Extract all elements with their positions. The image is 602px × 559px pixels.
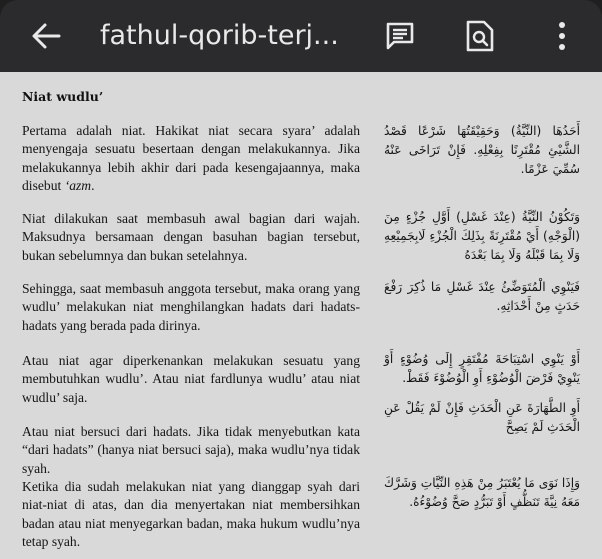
comment-icon (384, 20, 416, 52)
latin-paragraph: Sehingga, saat membasuh anggota tersebut, maka orang yang wudlu’ melakukan niat menghilangkan hadats dari hadats-hadats yang berada pada dirinya. (22, 281, 360, 333)
latin-paragraph: Niat dilakukan saat membasuh awal bagian dari wajah. Maksudnya bersamaan dengan basuhan bagian tersebut, bukan sebelumnya dan bukan setelahnya. (22, 211, 360, 263)
paragraph-tail: . (91, 178, 95, 194)
section-heading: Niat wudlu’ (22, 89, 104, 104)
document-page (0, 72, 602, 559)
arabic-paragraph: وَإِذَا نَوَى مَا يُعْتَبَرُ مِنْ هَذِهِ النِّيَّاتِ وَشَرَّكَ مَعَهُ نِيَّةَ تَنَظُّفٍ أَوْ تَبَرُّدٍ صَحَّ وُضُوْءُهُ. (384, 476, 580, 509)
latin-paragraph (22, 122, 360, 196)
latin-paragraph: Atau niat bersuci dari hadats. Jika tidak menyebutkan kata “dari hadats” (hanya niat bersuci saja), maka wudlu’nya tidak syah. (22, 424, 360, 476)
back-button[interactable] (26, 18, 66, 54)
arabic-paragraph: فَيَنْوِي الْمُتَوَضِّئُ عِنْدَ غَسْلِ مَا ذُكِرَ رَفْعَ حَدَثٍ مِنْ أَحْدَاثِهِ. (384, 280, 580, 313)
comment-button[interactable] (380, 16, 420, 56)
emphasized-term: ‘azm (64, 178, 92, 194)
arabic-paragraph: أَحَدُهَا (النِّيَّةُ) وَحَقِيْقَتُهَا شَرْعًا قَصْدُ الشَّيْئِ مُقْتَرِنًا بِفِعْلِهِ. فَإِنْ تَرَاخَى عَنْهُ سُمِّيَ عَزْمًا. (384, 124, 580, 176)
arabic-paragraph: أَوِ الطَّهَارَةَ عَنِ الْحَدَثِ فَإِنْ لَمْ يَقُلْ عَنِ الْحَدَثِ لَمْ يَصِحَّ (384, 401, 580, 434)
more-vertical-icon (557, 21, 567, 51)
document-title: fathul-qorib-terj... (100, 20, 339, 51)
paragraph-text: Pertama adalah niat. Hakikat niat secara syara’ adalah menyengaja sesuatu besertaan dengan melakukannya. Jika melakukannya lebih akhir dari pada kesengajaannya, maka disebut (22, 123, 360, 194)
find-in-document-icon (465, 19, 495, 53)
latin-paragraph: Atau niat agar diperkenankan melakukan sesuatu yang membutuhkan wudlu’. Atau niat fardlunya wudlu’ atau niat wudlu’ saja. (22, 353, 360, 405)
find-in-document-button[interactable] (460, 16, 500, 56)
arabic-paragraph: وَتَكُوْنُ النِّيَّةُ (عِنْدَ غَسْلِ) أَوَّلِ جُزْءٍ مِنَ (الْوَجْهِ) أَيْ مُقْتَرِنَةً بِذَلِكَ الْجُزْءِ لَابِجَمِيْعِهِ وَلَا بِمَا قَبْلَهُ وَلَا بِمَا بَعْدَهُ (384, 210, 580, 262)
arrow-left-icon (30, 22, 62, 50)
latin-paragraph: Ketika dia sudah melakukan niat yang dianggap syah dari niat-niat di atas, dan dia menyertakan niat membersihkan badan atau niat menyegarkan badan, maka hukum wudlu’nya tetap syah. (22, 479, 360, 550)
more-options-button[interactable] (542, 16, 582, 56)
arabic-paragraph: أَوْ يَنْوِي اسْتِبَاحَةَ مُفْتَقِرٍ إِلَى وُضُوْءٍ أَوْ يَنْوِيْ فَرْضَ الْوُضُوْءِ أَوِ الْوُضُوْءَ فَقَطْ. (384, 352, 580, 385)
app-bar (0, 0, 602, 72)
